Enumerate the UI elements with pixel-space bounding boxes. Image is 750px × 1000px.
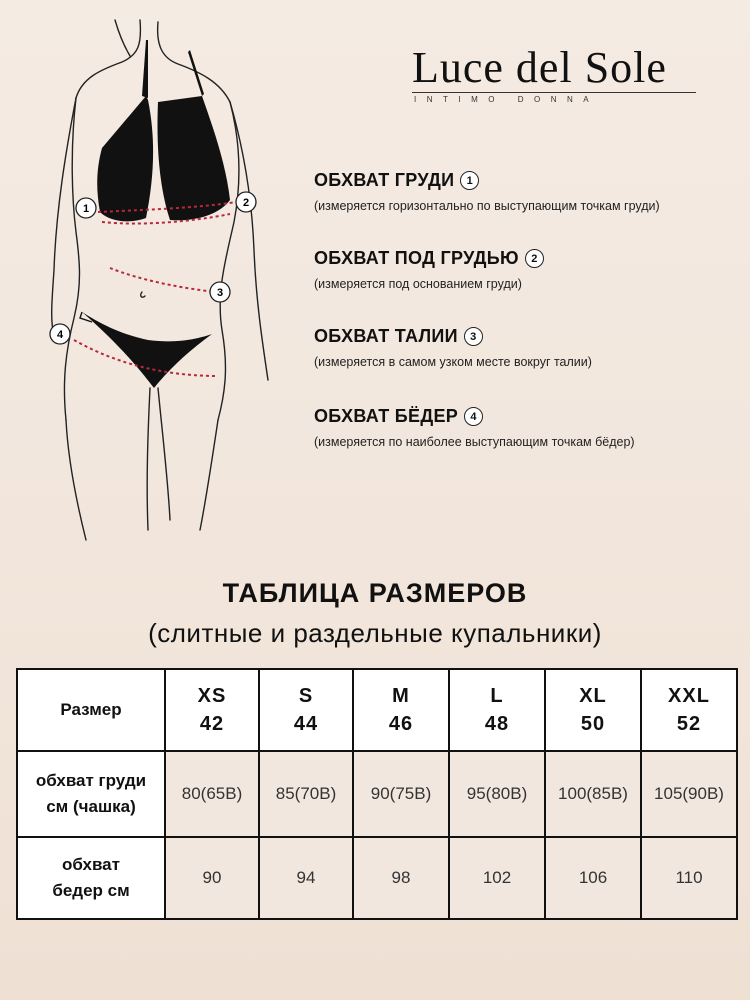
table-row-hips: [17, 837, 737, 919]
table-cell: 110: [641, 837, 737, 919]
table-cell: 90: [165, 837, 259, 919]
size-header-cell: XXL 52: [641, 669, 737, 751]
measure-description: (измеряется под основанием груди): [314, 277, 522, 291]
measure-title: ОБХВАТ БЁДЕР: [314, 406, 459, 426]
table-cell: 106: [545, 837, 641, 919]
size-header-cell: S 44: [259, 669, 353, 751]
size-header-cell: M 46: [353, 669, 449, 751]
table-cell: 100(85B): [545, 751, 641, 837]
table-cell: 105(90B): [641, 751, 737, 837]
brand-divider: [412, 92, 696, 93]
table-cell: 95(80B): [449, 751, 545, 837]
measure-number-badge: 1: [460, 171, 479, 190]
measure-number-badge: 2: [525, 249, 544, 268]
table-cell: 98: [353, 837, 449, 919]
size-header-cell: XL 50: [545, 669, 641, 751]
table-cell: 90(75B): [353, 751, 449, 837]
brand-logo: [412, 44, 702, 104]
table-cell: 94: [259, 837, 353, 919]
body-illustration: [30, 0, 280, 560]
row-label-hips: обхват бедер см: [17, 837, 165, 919]
measure-title: ОБХВАТ ГРУДИ: [314, 170, 455, 190]
header-label-size: Размер: [17, 669, 165, 751]
svg-text:3: 3: [216, 287, 224, 299]
marker-1: [76, 198, 96, 218]
table-cell: 80(65B): [165, 751, 259, 837]
table-row-bust: [17, 751, 737, 837]
measure-description: (измеряется горизонтально по выступающим точкам груди): [314, 199, 660, 213]
svg-text:4: 4: [56, 329, 64, 341]
brand-name: Luce del Sole: [412, 43, 667, 92]
svg-text:2: 2: [242, 197, 250, 209]
table-cell: 85(70B): [259, 751, 353, 837]
svg-text:1: 1: [82, 203, 90, 215]
size-table-title: ТАБЛИЦА РАЗМЕРОВ: [222, 578, 528, 608]
brand-tagline: INTIMO DONNA: [414, 95, 600, 104]
size-table: [16, 668, 738, 920]
size-header-cell: L 48: [449, 669, 545, 751]
measure-title: ОБХВАТ ТАЛИИ: [314, 326, 458, 346]
marker-3: [210, 282, 230, 302]
row-label-bust: обхват груди см (чашка): [17, 751, 165, 837]
measure-title: ОБХВАТ ПОД ГРУДЬЮ: [314, 248, 519, 268]
size-table-header-row: [17, 669, 737, 751]
measure-number-badge: 3: [464, 327, 483, 346]
size-header-cell: XS 42: [165, 669, 259, 751]
measure-description: (измеряется в самом узком месте вокруг талии): [314, 355, 592, 369]
marker-2: [236, 192, 256, 212]
measure-markers: [50, 192, 256, 344]
size-table-subtitle: (слитные и раздельные купальники): [148, 618, 602, 648]
measure-underbust: [314, 248, 544, 291]
measure-description: (измеряется по наиболее выступающим точкам бёдер): [314, 435, 635, 449]
measure-waist: [314, 326, 592, 369]
measure-hips: [314, 406, 635, 449]
measure-number-badge: 4: [464, 407, 483, 426]
measure-bust: [314, 170, 660, 213]
table-cell: 102: [449, 837, 545, 919]
marker-4: [50, 324, 70, 344]
